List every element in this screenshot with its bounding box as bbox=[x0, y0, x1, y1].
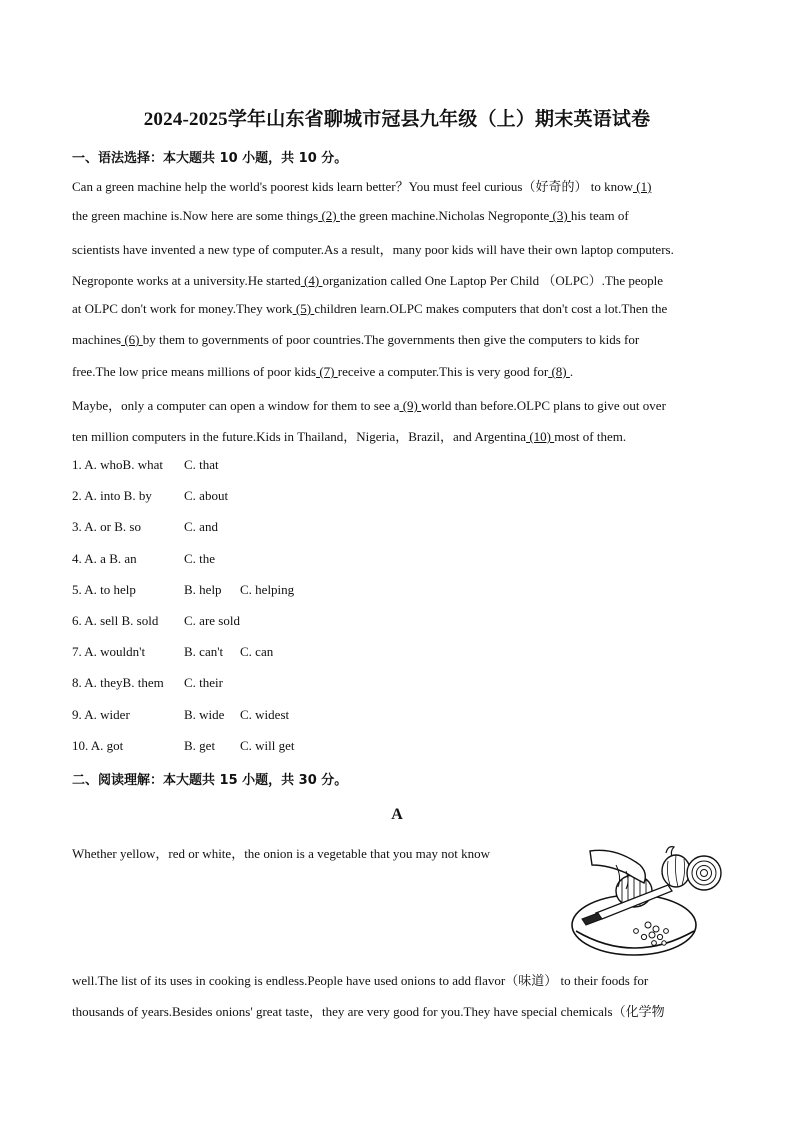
option-a: 4. A. a B. an bbox=[72, 551, 137, 566]
passage-line bbox=[72, 332, 639, 348]
passage-text: by them to governments of poor countries.The governments then give the computers to kids for bbox=[142, 332, 640, 347]
passage-text: world than before.OLPC plans to give out over bbox=[421, 398, 666, 413]
option-a: 9. A. wider bbox=[72, 707, 130, 722]
answer-blank: (9) bbox=[399, 398, 422, 413]
option-a: 2. A. into B. by bbox=[72, 488, 152, 503]
passage-line bbox=[72, 239, 674, 258]
option-c: C. and bbox=[184, 519, 218, 534]
passage-text: at OLPC don't work for money.They work bbox=[72, 301, 293, 316]
option-c: C. helping bbox=[240, 582, 295, 597]
option-a: 6. A. sell B. sold bbox=[72, 613, 159, 628]
passage-text: free.The low price means millions of poor kids bbox=[72, 364, 317, 379]
passage-line: well.The list of its uses in cooking is endless.People have used onions to add flavor（味道） to their foods for bbox=[72, 973, 649, 988]
answer-blank: (10) bbox=[526, 429, 555, 444]
passage-text: Can a green machine help the world's poorest kids learn better？You must feel curious（好奇的） to know bbox=[72, 179, 633, 194]
passage-text: Negroponte works at a university.He started bbox=[72, 273, 301, 288]
passage-text: ten million computers in the future.Kids in Thailand，Nigeria，Brazil，and Argentina bbox=[72, 429, 527, 444]
option-a: 3. A. or B. so bbox=[72, 519, 141, 534]
passage-text: his team of bbox=[570, 208, 629, 223]
section2-heading: 二、阅读理解：本大题共 15 小题，共 30 分。 bbox=[72, 773, 348, 788]
passage-line: thousands of years.Besides onions' great taste，they are very good for you.They have special chemicals（化学物 bbox=[72, 1004, 665, 1019]
option-a: 5. A. to help bbox=[72, 582, 136, 597]
passage-text: most of them. bbox=[554, 429, 627, 444]
passage-text: the green machine.Nicholas Negroponte bbox=[339, 208, 550, 223]
option-b: B. get bbox=[184, 738, 216, 753]
option-c: C. can bbox=[240, 644, 274, 659]
answer-blank: (3) bbox=[549, 208, 571, 223]
passage-text: organization called One Laptop Per Child （OLPC）.The people bbox=[322, 273, 664, 288]
option-b: B. wide bbox=[184, 707, 225, 722]
option-c: C. the bbox=[184, 551, 216, 566]
passage-line bbox=[72, 364, 573, 380]
passage-line bbox=[72, 426, 626, 445]
passage-text: the green machine is.Now here are some things bbox=[72, 208, 319, 223]
answer-blank: (4) bbox=[300, 273, 323, 288]
passage-line: Whether yellow，red or white，the onion is a vegetable that you may not know bbox=[72, 846, 491, 861]
answer-blank: (8) bbox=[548, 364, 570, 379]
passage-line bbox=[72, 270, 663, 289]
option-c: C. that bbox=[184, 457, 219, 472]
answer-blank: (6) bbox=[121, 332, 143, 347]
page-title: 2024-2025学年山东省聊城市冠县九年级（上）期末英语试卷 bbox=[143, 109, 651, 130]
onion-cutting-illustration bbox=[556, 843, 724, 961]
option-c: C. widest bbox=[240, 707, 290, 722]
option-a: 1. A. whoB. what bbox=[72, 457, 163, 472]
passage-line bbox=[72, 301, 667, 317]
option-c: C. will get bbox=[240, 738, 295, 753]
option-a: 8. A. theyB. them bbox=[72, 675, 164, 690]
passage-text: . bbox=[569, 364, 574, 379]
option-c: C. are sold bbox=[184, 613, 240, 628]
passage-letter: A bbox=[391, 806, 403, 823]
section1-heading: 一、语法选择：本大题共 10 小题，共 10 分。 bbox=[72, 151, 348, 166]
option-c: C. their bbox=[184, 675, 223, 690]
option-a: 7. A. wouldn't bbox=[72, 644, 146, 659]
passage-line bbox=[72, 208, 629, 224]
passage-text: Maybe，only a computer can open a window for them to see a bbox=[72, 398, 400, 413]
passage-text: machines bbox=[72, 332, 122, 347]
answer-blank: (2) bbox=[318, 208, 340, 223]
option-c: C. about bbox=[184, 488, 229, 503]
answer-blank: (7) bbox=[316, 364, 338, 379]
answer-blank: (1) bbox=[633, 179, 652, 194]
option-a: 10. A. got bbox=[72, 738, 124, 753]
passage-text: receive a computer.This is very good for bbox=[337, 364, 549, 379]
answer-blank: (5) bbox=[292, 301, 315, 316]
passage-line bbox=[72, 176, 651, 195]
passage-line bbox=[72, 395, 666, 414]
option-b: B. can't bbox=[184, 644, 224, 659]
option-b: B. help bbox=[184, 582, 222, 597]
passage-text: children learn.OLPC makes computers that don't cost a lot.Then the bbox=[314, 301, 668, 316]
passage-text: scientists have invented a new type of computer.As a result，many poor kids will have their own laptop computers. bbox=[72, 242, 674, 257]
